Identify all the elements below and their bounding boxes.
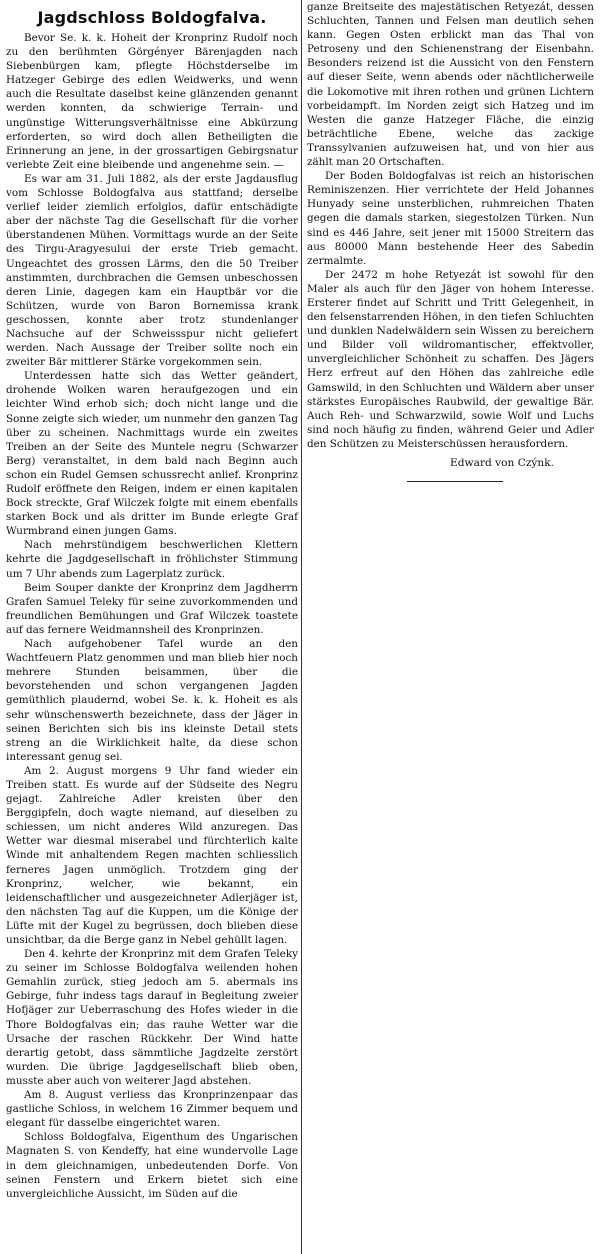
paragraph: Der 2472 m hohe Retyezát ist sowohl für den Maler als auch für den Jäger von hohem Interesse. Ersterer findet auf Schritt und Tritt Gelegenheit, in den felsenstarrenden Höhen, in den tiefen Schluchten und dunklen Nadelwäldern sein Wissen zu bereichern und Bilder voll wildromantischer, effektvoller, unvergleichlicher Schönheit zu schaffen. Des Jägers Herz erfreut auf den Höhen das zahlreiche edle Gamswild, in den Schluchten und Wäldern aber unser stärkstes Europäisches Raubwild, der gewaltige Bär. Auch Reh- und Schwarzwild, sowie Wolf und Luchs sind noch häufig zu finden, während Geier und Adler den Schützen zu Meisterschüssen herausfordern. xyxy=(307,268,594,450)
author-signature: Edward von Czýnk. xyxy=(450,457,554,469)
paragraph: Der Boden Boldogfalvas ist reich an historischen Reminiszenzen. Hier verrichtete der Held Johannes Hunyady seine unsterblichen, ruhmreichen Thaten gegen die damals starken, siegestolzen Türken. Nun sind es 446 Jahre, seit jener mit 15000 Streitern das aus 80000 Mann bestehende Heer des Sabedin zermalmte. xyxy=(307,170,594,267)
paragraph: Nach aufgehobener Tafel wurde an den Wachtfeuern Platz genommen und man blieb hier noch mehrere Stunden beisammen, über die bevorstehenden und schon vergangenen Jagden gemüthlich plaudernd, wobei Se. k. k. Hoheit es als sehr wünschenswerth bezeichnete, dass der Jäger in seinen Berichten sich bis ins kleinste Detail stets streng an die Wirklichkeit halte, da diese schon interessant genug sei. xyxy=(6,638,298,763)
paragraph: Bevor Se. k. k. Hoheit der Kronprinz Rudolf noch zu den berühmten Görgényer Bärenjagden nach Siebenbürgen kam, pflegte Höchstderselbe im Hatzeger Gebirge des edlen Weidwerks, und wenn auch die Resultate daselbst keine glänzenden genannt werden konnten, da schwierige Terrain- und ungünstige Witterungsverhältnisse eine Abkürzung erforderten, so wird doch allen Betheiligten die Erinnerung an jene, in der grossartigen Gebirgsnatur verlebte Zeit eine bleibende und angenehme sein. — xyxy=(6,32,298,171)
paragraph: Am 2. August morgens 9 Uhr fand wieder ein Treiben statt. Es wurde auf der Südseite des Negru gejagt. Zahlreiche Adler kreisten über den Berggipfeln, doch wagte niemand, auf dieselben zu schiessen, um nicht anderes Wild anzuregen. Das Wetter war diesmal miserabel und fürchterlich kalte Winde mit anhaltendem Regen machten schliesslich ferneres Jagen unmöglich. Trotzdem ging der Kronprinz, welcher, wie bekannt, ein leidenschaftlicher und ausgezeichneter Adlerjäger ist, den nächsten Tag auf die Kuppen, um die Könige der Lüfte mit der Kugel zu begrüssen, doch blieben diese unsichtbar, da die Berge ganz in Nebel gehüllt lagen. xyxy=(6,764,298,946)
paragraph: Am 8. August verliess das Kronprinzenpaar das gastliche Schloss, in welchem 16 Zimmer bequem und elegant für dasselbe eingerichtet waren. xyxy=(6,1089,298,1130)
right-column xyxy=(307,0,594,482)
column-divider xyxy=(301,0,302,1254)
paragraph: Den 4. kehrte der Kronprinz mit dem Grafen Teleky zu seiner im Schlosse Boldogfalva weilenden hohen Gemahlin zurück, stieg jedoch am 5. abermals ins Gebirge, fuhr indess tags darauf in Begleitung zweier Hofjäger zur Ueberraschung des Hofes wieder in die Thore Boldogfalvas ein; das rauhe Wetter war die Ursache der raschen Rückkehr. Der Wind hatte derartig getobt, dass sämmtliche Jagdzelte zerstört wurden. Die übrige Jagdgesellschaft blieb oben, musste aber auch von weiterer Jagd abstehen. xyxy=(6,948,298,1087)
paragraph: Nach mehrstündigem beschwerlichen Klettern kehrte die Jagdgesellschaft in fröhlichster Stimmung um 7 Uhr abends zum Lagerplatz zurück. xyxy=(6,539,298,580)
paragraph: Unterdessen hatte sich das Wetter geändert, drohende Wolken waren heraufgezogen und ein leichter Wind erhob sich; doch nicht lange und die Sonne zeigte sich wieder, um nunmehr den ganzen Tag über zu scheinen. Nachmittags wurde ein zweites Treiben an der Seite des Muntele negru (Schwarzer Berg) veranstaltet, in dem bald nach Beginn auch schon ein Rudel Gemsen schussrecht anlief. Kronprinz Rudolf eröffnete den Reigen, indem er einen kapitalen Bock streckte, Graf Wilczek folgte mit einem ebenfalls starken Bock und als dritter im Bunde erlegte Graf Wurmbrand einen jungen Gams. xyxy=(6,370,298,538)
paragraph: Es war am 31. Juli 1882, als der erste Jagdausflug vom Schlosse Boldogfalva aus stattfand; derselbe verlief leider ziemlich erfolglos, dafür entschädigte aber der nächste Tag die Gesellschaft für die vorher überstandenen Mühen. Vormittags wurde an der Seite des Tirgu-Aragyesului der erste Trieb gemacht. Ungeachtet des grossen Lärms, den die 50 Treiber anstimmten, durchbrachen die Gemsen unbeschossen deren Linie, dagegen kam ein Hauptbär vor die Schützen, wurde von Baron Bornemissa krank geschossen, konnte aber trotz stundenlanger Nachsuche auf der Schweissspur nicht geliefert werden. Nach Aussage der Treiber sollte noch ein zweiter Bär mittlerer Stärke vorgekommen sein. xyxy=(6,172,298,369)
paragraph: ganze Breitseite des majestätischen Retyezát, dessen Schluchten, Tannen und Felsen man deutlich sehen kann. Gegen Osten erblickt man das Thal von Petroseny und den Schienenstrang der Eisenbahn. Besonders reizend ist die Aussicht von den Fenstern auf dieser Seite, wenn abends oder nächtlicherweile die Lokomotive mit ihren rothen und grünen Lichtern vorbeidampft. Im Norden zeigt sich Hatzeg und im Westen die ganze Hatzeger Fläche, die einzig beträchtliche Ebene, welche das zackige Transsylvanien aufzuweisen hat, und von hier aus zählt man 20 Ortschaften. xyxy=(307,1,594,169)
paragraph: Schloss Boldogfalva, Eigenthum des Ungarischen Magnaten S. von Kendeffy, hat eine wundervolle Lage in dem gleichnamigen, unbedeutenden Dorfe. Von seinen Fenstern und Erkern bietet sich eine unvergleichliche Aussicht, im Süden auf die xyxy=(6,1131,298,1200)
left-column xyxy=(6,0,298,1201)
end-rule xyxy=(407,481,503,482)
article-title: Jagdschloss Boldogfalva. xyxy=(37,8,267,27)
paragraph: Beim Souper dankte der Kronprinz dem Jagdherrn Grafen Samuel Teleky für seine zuvorkommenden und freundlichen Bemühungen und Graf Wilczek toastete auf das fernere Weidmannsheil des Kronprinzen. xyxy=(6,581,298,636)
